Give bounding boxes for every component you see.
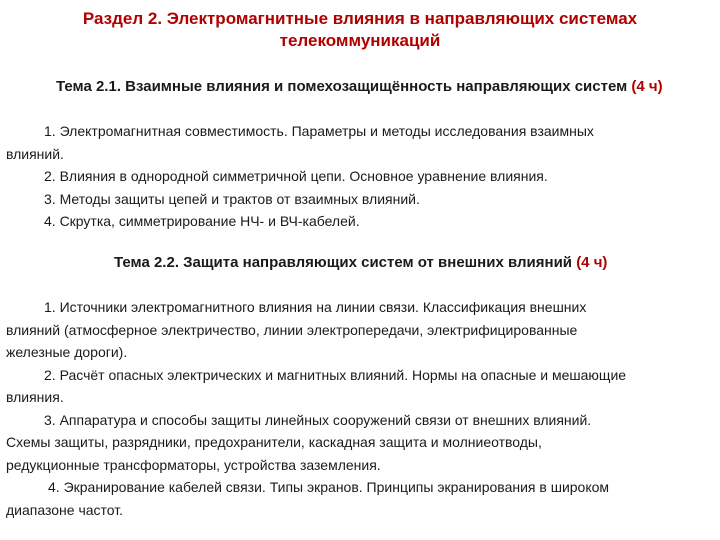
section-title-line1: Раздел 2. Электромагнитные влияния в направляющих системах: [82, 9, 638, 28]
topic1-body: [6, 120, 712, 233]
list-item: Схемы защиты, разрядники, предохранители, каскадная защита и молниеотводы,: [6, 434, 542, 450]
list-item: 2. Расчёт опасных электрических и магнитных влияний. Нормы на опасные и мешающие: [44, 366, 627, 383]
topic1-hours: (4 ч): [631, 78, 663, 95]
list-item: 4. Скрутка, симметрирование НЧ- и ВЧ-кабелей.: [44, 213, 360, 229]
list-item: 1. Источники электромагнитного влияния на линии связи. Классификация внешних: [44, 299, 587, 315]
list-item: 4. Экранирование кабелей связи. Типы экранов. Принципы экранирования в широком: [48, 479, 610, 495]
list-item: влияний (атмосферное электричество, линии электропередачи, электрифицированные: [6, 321, 578, 338]
list-item: редукционные трансформаторы, устройства заземления.: [6, 456, 381, 473]
list-item: 3. Аппаратура и способы защиты линейных сооружений связи от внешних влияний.: [44, 411, 592, 428]
topic2-hours: (4 ч): [576, 254, 608, 271]
topic2-body: [6, 296, 712, 521]
list-item: влияния.: [6, 389, 64, 405]
list-item: 1. Электромагнитная совместимость. Параметры и методы исследования взаимных: [44, 123, 594, 139]
topic2-heading-text: Тема 2.2. Защита направляющих систем от внешних влияний: [114, 254, 577, 271]
topic1-heading: [56, 78, 663, 95]
list-item: 2. Влияния в однородной симметричной цепи. Основное уравнение влияния.: [44, 168, 548, 184]
topic1-heading-text: Тема 2.1. Взаимные влияния и помехозащищённость направляющих систем: [56, 78, 632, 95]
topic2-heading: [114, 254, 607, 271]
list-item: железные дороги).: [6, 344, 128, 360]
section-title-line2: телекоммуникаций: [279, 31, 441, 50]
section-title: [40, 8, 680, 52]
list-item: влияний.: [6, 145, 64, 162]
list-item: диапазоне частот.: [6, 501, 124, 518]
list-item: 3. Методы защиты цепей и трактов от взаимных влияний.: [44, 190, 420, 207]
